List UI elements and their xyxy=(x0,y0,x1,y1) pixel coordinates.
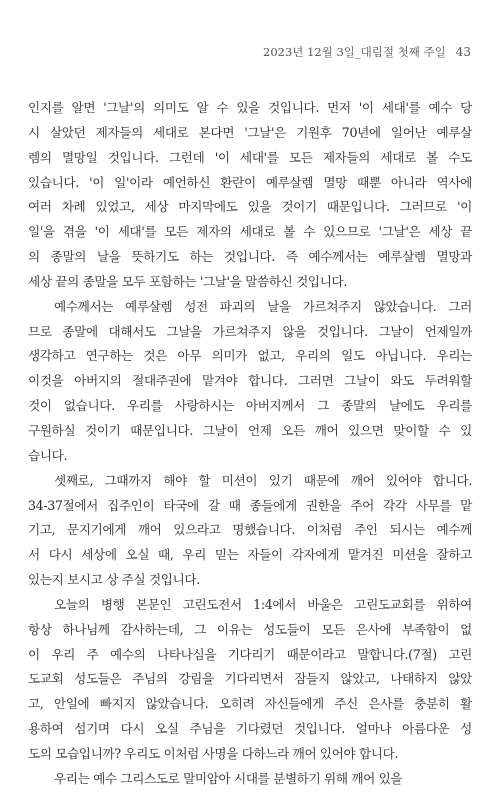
text-line: 생각하고 연구하는 것은 아무 의미가 없고, 우리의 일도 아닙니다. 우리는 xyxy=(28,348,472,364)
text-line: 도의 모습입니까? 우리도 이처럼 사명을 다하느라 깨어 있어야 합니다. xyxy=(28,745,399,761)
text-line: 고, 안일에 빠지지 않았습니다. 오히려 자신들에게 주신 은사를 충분히 활 xyxy=(28,696,472,712)
text-line: 일'을 겪을 '이 세대'를 모든 제자의 세대로 볼 수 있으므로 '그날'은 세상 끝 xyxy=(28,224,472,240)
text-line: 여러 차례 있었고, 세상 마지막에도 있을 것이기 때문입니다. 그러므로 '이 xyxy=(28,199,472,215)
text-line: 예수께서는 예루살렘 성전 파괴의 날을 가르쳐주지 않았습니다. 그러 xyxy=(54,298,472,314)
text-line: 용하여 섬기며 다시 오실 주님을 기다렸던 것입니다. 얼마나 아름다운 성 xyxy=(28,721,472,737)
text-line: 우리는 예수 그리스도로 말미암아 시대를 분별하기 위해 깨어 있을 xyxy=(54,770,403,786)
text-line: 구원하실 것이기 때문입니다. 그날이 언제 오든 깨어 있으면 맞이할 수 있 xyxy=(28,422,472,438)
text-line: 렘의 멸망일 것입니다. 그런데 '이 세대'를 모든 제자들의 세대로 볼 수도 xyxy=(28,149,472,165)
page-number: 43 xyxy=(455,45,471,59)
text-line: 인지를 알면 '그날'의 의미도 알 수 있을 것입니다. 먼저 '이 세대'를 예수 당 xyxy=(28,100,472,115)
paragraph xyxy=(28,767,472,792)
text-line: 습니다. xyxy=(28,447,68,463)
text-line: 셋째로, 그때까지 해야 할 미션이 있기 때문에 깨어 있어야 합니다. xyxy=(54,472,472,488)
text-line: 34-37절에서 집주인이 타국에 갈 때 종들에게 권한을 주어 각각 사무를 맡 xyxy=(28,497,472,513)
text-line: 이것을 아버지의 절대주권에 맡겨야 합니다. 그러면 그날이 와도 두려워할 xyxy=(28,373,472,389)
text-line: 오늘의 병행 본문인 고린도전서 1:4에서 바울은 고린도교회를 위하여 xyxy=(54,596,472,612)
paragraph xyxy=(28,295,472,469)
running-title: 2023년 12월 3일_대림절 첫째 주일 xyxy=(263,45,446,59)
text-line: 므로 종말에 대해서도 그날을 가르쳐주지 않을 것입니다. 그날이 언제일까 xyxy=(28,323,472,339)
text-line: 기고, 문지기에게 깨어 있으라고 명했습니다. 이처럼 주인 되시는 예수께 xyxy=(28,522,472,538)
body-text xyxy=(28,96,472,792)
text-line: 시 살았던 제자들의 세대로 본다면 '그날'은 기원후 70년에 일어난 예루살 xyxy=(28,124,472,140)
text-line: 세상 끝의 종말을 모두 포함하는 '그날'을 말씀하신 것입니다. xyxy=(28,273,348,289)
text-line: 항상 하나님께 감사하는데, 그 이유는 성도들이 모든 은사에 부족함이 없 xyxy=(28,621,472,637)
text-line: 있는지 보시고 상 주실 것입니다. xyxy=(28,572,200,588)
text-line: 도교회 성도들은 주님의 강림을 기다리면서 잠들지 않았고, 나태하지 않았 xyxy=(28,671,472,687)
text-line: 의 종말의 날을 뜻하기도 하는 것입니다. 즉 예수께서는 예루살렘 멸망과 xyxy=(28,249,472,265)
paragraph xyxy=(28,96,472,295)
text-line: 있습니다. '이 일'이라 예언하신 환란이 예루살렘 멸망 때뿐 아니라 역사에 xyxy=(28,174,472,190)
paragraph xyxy=(28,469,472,593)
text-line: 것이 없습니다. 우리를 사랑하시는 아버지께서 그 종말의 날에도 우리를 xyxy=(28,398,472,414)
text-line: 이 우리 주 예수의 나타나심을 기다리기 때문이라고 말합니다.(7절) 고린 xyxy=(28,646,472,662)
text-line: 서 다시 세상에 오실 때, 우리 믿는 자들이 각자에게 맡겨진 미션을 잘하고 xyxy=(28,547,472,563)
paragraph xyxy=(28,593,472,767)
running-head xyxy=(263,44,471,60)
